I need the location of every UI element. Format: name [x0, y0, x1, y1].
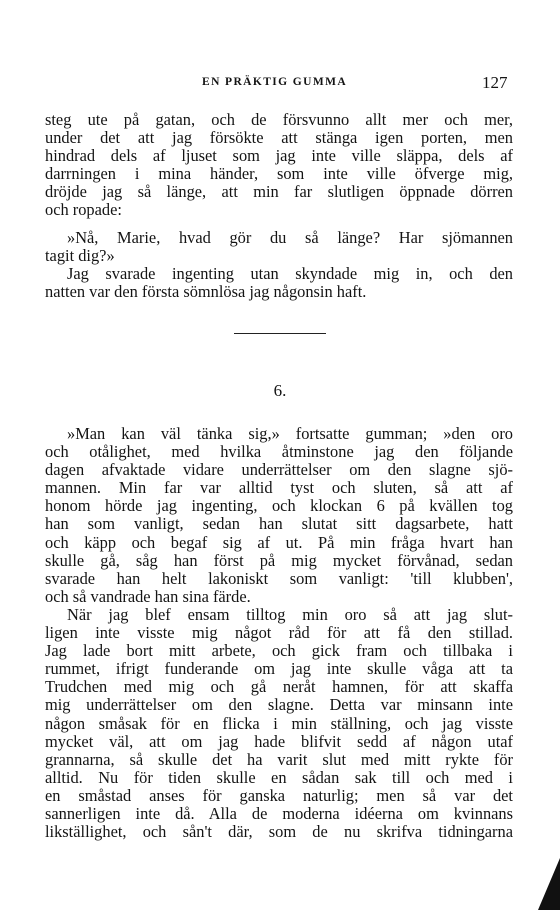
- running-head: [0, 73, 560, 96]
- text-line: »Man kan väl tänka sig,» fortsatte gumman; »den oro: [67, 424, 513, 443]
- text-line: ligen inte visste mig något råd för att få den stillad.: [45, 623, 513, 643]
- text-line: natten var den första sömnlösa jag någonsin haft.: [45, 282, 367, 302]
- text-line: När jag blef ensam tilltog min oro så att jag slut-: [67, 605, 513, 624]
- text-line: mig underrättelser om den slagne. Detta var minsann inte: [45, 695, 513, 715]
- page-number: 127: [482, 73, 508, 92]
- text-line: mannen. Min far var alltid tyst och sluten, så att af: [45, 478, 513, 498]
- paragraph-2: [45, 229, 513, 265]
- text-line: under det att jag försökte att stänga igen porten, men: [45, 128, 513, 148]
- running-title: EN PRÄKTIG GUMMA: [202, 76, 348, 88]
- text-line: Jag lade bort mitt arbete, och gick fram och tillbaka i: [45, 641, 513, 661]
- paragraph-4: [45, 425, 513, 606]
- text-line: honom hörde jag ingenting, och klockan 6 på kvällen tog: [45, 496, 513, 516]
- text-line: hindrad dels af ljuset som jag inte ville släppa, dels af: [45, 146, 513, 166]
- text-line: »Nå, Marie, hvad gör du så länge? Har sjömannen: [67, 228, 513, 247]
- text-line: likställighet, och sån't där, som de nu skrifva tidningarna: [45, 822, 513, 842]
- text-line: Jag svarade ingenting utan skyndade mig in, och den: [67, 264, 513, 283]
- paragraph-3: [45, 265, 513, 301]
- text-line: och så vandrade han sina färde.: [45, 586, 251, 606]
- text-line: svarade han helt lakoniskt som vanligt: 'till klubben',: [45, 568, 513, 588]
- text-line: någon småsak för en flicka i min ställning, och jag visste: [45, 713, 513, 733]
- page-corner-mark: [538, 858, 560, 910]
- text-line: steg ute på gatan, och de försvunno allt mer och mer,: [45, 110, 513, 129]
- text-line: sannerligen inte då. Alla de moderna idéerna om kvinnans: [45, 804, 513, 824]
- text-line: mycket väl, att om jag hade blifvit sedd af någon utaf: [45, 731, 513, 751]
- text-line: alltid. Nu för tiden skulle en sådan sak till och med i: [45, 767, 513, 787]
- text-line: skulle gå, såg han först på mig mycket förvånad, sedan: [45, 550, 513, 570]
- text-line: dagen afvaktade vidare underrättelser om den slagne sjö-: [45, 460, 513, 480]
- paragraph-5: [45, 606, 513, 841]
- text-line: och otålighet, med hvilka åtminstone jag den följande: [45, 442, 513, 462]
- text-line: tagit dig?»: [45, 246, 115, 266]
- text-line: rummet, ifrigt funderande om jag inte skulle våga att ta: [45, 659, 513, 679]
- text-line: och käpp och begaf sig af ut. På min fråga hvart han: [45, 532, 513, 552]
- text-line: Trudchen med mig och gå neråt hamnen, för att skaffa: [45, 677, 513, 697]
- text-line: han som vanligt, sedan han slutat sitt dagsarbete, hatt: [45, 514, 513, 534]
- section-divider: [234, 333, 326, 334]
- section-number: 6.: [273, 381, 287, 400]
- text-line: dröjde jag så länge, att min far slutligen öppnade dörren: [45, 182, 513, 202]
- paragraph-1: [45, 111, 513, 220]
- text-line: en småstad anses för ganska naturlig; men så var det: [45, 785, 513, 805]
- text-line: grannarna, så skulle det ha varit slut med mitt rykte för: [45, 749, 513, 769]
- text-line: darrningen i mina händer, som inte ville öfverge mig,: [45, 164, 513, 184]
- text-line: och ropade:: [45, 200, 122, 220]
